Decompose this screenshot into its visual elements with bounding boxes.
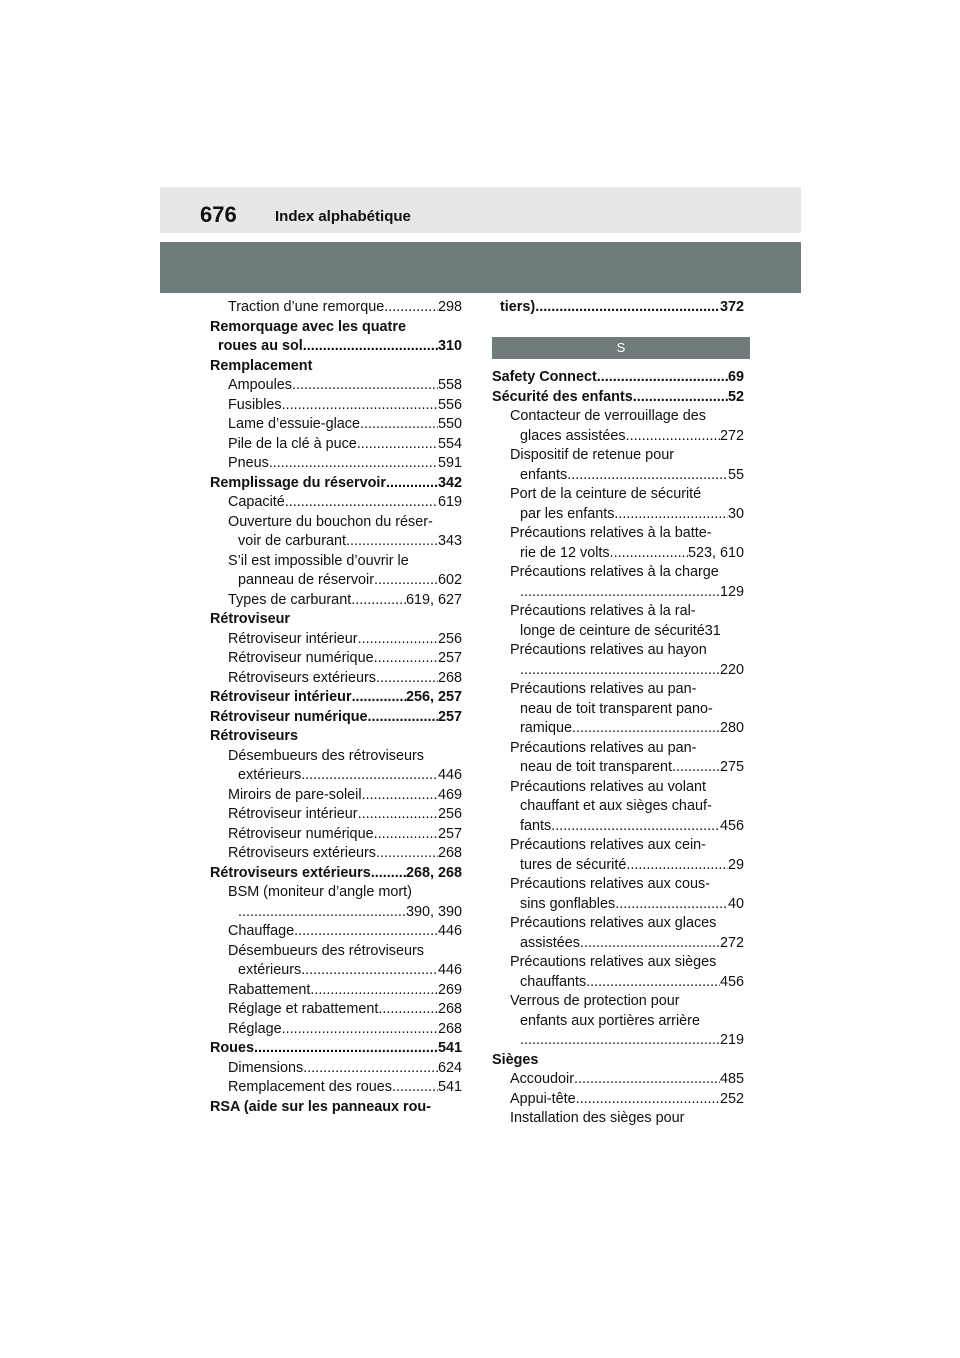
- index-entry: [210, 513, 462, 533]
- index-entry: [492, 661, 744, 681]
- index-entry: [492, 485, 744, 505]
- index-entry-page: 469: [437, 786, 462, 803]
- index-entry: [492, 1070, 744, 1090]
- index-entry-text: rie de 12 volts: [520, 544, 610, 561]
- index-entry: [492, 466, 744, 486]
- index-entry-page: 372: [719, 299, 744, 315]
- index-entry-page: 257: [437, 708, 462, 725]
- index-entry-page: 69: [727, 369, 744, 385]
- index-entry: [492, 368, 744, 388]
- index-entry: [210, 1039, 462, 1059]
- index-entry-text: Précautions relatives au volant: [510, 778, 706, 795]
- index-entry-text: chauffant et aux sièges chauf-: [520, 798, 712, 814]
- index-entry: [210, 1098, 462, 1118]
- index-entry-page: 619, 627: [405, 591, 462, 608]
- index-entry-text: tiers): [500, 299, 536, 315]
- index-column-right: [492, 368, 744, 1129]
- dot-leader: [374, 825, 438, 845]
- index-entry-text: Types de carburant: [228, 591, 352, 608]
- dot-leader: [301, 961, 438, 981]
- index-entry-text: Rétroviseurs extérieurs: [228, 669, 376, 686]
- index-entry-page: 269: [437, 981, 462, 998]
- dot-leader: [376, 669, 438, 689]
- index-entry: [492, 1012, 744, 1032]
- dot-leader: [285, 493, 438, 513]
- index-entry: [492, 602, 744, 622]
- index-entry-page: 554: [437, 435, 462, 452]
- index-entry: [210, 864, 462, 884]
- index-entry: [492, 778, 744, 798]
- index-entry-page: 390, 390: [405, 903, 462, 920]
- dot-leader: [615, 895, 728, 915]
- index-entry: [210, 708, 462, 728]
- index-entry: [210, 1078, 462, 1098]
- index-entry-text: Miroirs de pare-soleil: [228, 786, 362, 803]
- dot-leader: [614, 505, 728, 525]
- dot-leader: [362, 786, 438, 806]
- index-entry-text: Dispositif de retenue pour: [510, 447, 674, 463]
- index-entry-text: Chauffage: [228, 923, 295, 939]
- index-entry-page: 541: [437, 1079, 462, 1095]
- index-entry-page: 446: [437, 767, 462, 783]
- index-entry-text: Précautions relatives à la batte-: [510, 525, 712, 541]
- index-entry-page: 268, 268: [405, 864, 462, 881]
- index-entry: [210, 337, 462, 357]
- index-entry-page: 550: [437, 416, 462, 432]
- index-entry: [210, 552, 462, 572]
- dot-leader: [626, 427, 720, 447]
- dot-leader: [301, 766, 438, 786]
- index-entry: [210, 688, 462, 708]
- dot-leader: [574, 1070, 720, 1090]
- index-entry: [210, 942, 462, 962]
- index-entry: [492, 407, 744, 427]
- chapter-band: [160, 242, 801, 293]
- index-entry-page: 310: [437, 338, 462, 354]
- index-entry: [210, 922, 462, 942]
- index-entry-page: 280: [719, 720, 744, 736]
- index-entry-text: Réglage: [228, 1020, 282, 1037]
- index-entry-page: 624: [437, 1059, 462, 1076]
- index-entry: [210, 844, 462, 864]
- index-entry-page: 272: [719, 934, 744, 951]
- dot-leader: [520, 661, 720, 681]
- dot-leader: [551, 817, 720, 837]
- index-entry-page: 219: [719, 1032, 744, 1048]
- index-entry: [492, 524, 744, 544]
- index-entry-page: 256: [437, 630, 462, 647]
- dot-leader: [576, 1090, 720, 1110]
- index-entry-text: ramique: [520, 720, 572, 736]
- index-entry: [210, 396, 462, 416]
- index-entry-page: 298: [437, 299, 462, 315]
- index-entry: [210, 610, 462, 630]
- dot-leader: [310, 981, 438, 1001]
- index-entry-page: 40: [727, 895, 744, 912]
- index-entry: [492, 797, 744, 817]
- dot-leader: [358, 805, 438, 825]
- index-entry: [210, 318, 462, 338]
- index-entry-text: Port de la ceinture de sécurité: [510, 486, 702, 502]
- dot-leader: [610, 544, 688, 564]
- index-entry: [210, 883, 462, 903]
- index-entry: [492, 992, 744, 1012]
- dot-leader: [535, 298, 720, 318]
- index-entry-text: Précautions relatives aux glaces: [510, 915, 717, 931]
- index-entry: [492, 758, 744, 778]
- index-entry-page: 268: [437, 1020, 462, 1037]
- index-entry-page: 446: [437, 962, 462, 978]
- index-entry-text: neau de toit transparent pano-: [520, 700, 713, 717]
- index-entry-text: neau de toit transparent: [520, 759, 673, 775]
- index-entry-text: Remplacement des roues: [228, 1079, 392, 1095]
- dot-leader: [254, 1039, 438, 1059]
- index-entry-text: longe de ceinture de sécurité31: [520, 622, 721, 639]
- dot-leader: [567, 466, 728, 486]
- index-entry-page: 456: [719, 973, 744, 990]
- index-entry: [492, 1051, 744, 1071]
- index-entry: [210, 298, 462, 318]
- dot-leader: [572, 719, 720, 739]
- index-entry: [210, 376, 462, 396]
- index-entry-text: Rétroviseurs extérieurs: [228, 845, 376, 861]
- index-entry-page: 220: [719, 661, 744, 678]
- index-column-right-top: [492, 298, 744, 318]
- section-letter-band: S: [492, 337, 750, 359]
- index-entry: [492, 953, 744, 973]
- index-entry: [210, 435, 462, 455]
- index-entry: [492, 446, 744, 466]
- page-number: 676: [200, 202, 237, 227]
- index-entry-text: tures de sécurité: [520, 856, 627, 873]
- dot-leader: [292, 376, 438, 396]
- index-entry: [210, 493, 462, 513]
- dot-leader: [352, 688, 406, 708]
- index-entry: [210, 474, 462, 494]
- dot-leader: [376, 844, 438, 864]
- index-column-left: [210, 298, 462, 1117]
- index-entry-text: Safety Connect: [492, 369, 597, 385]
- index-entry: [492, 836, 744, 856]
- index-entry-page: 272: [719, 427, 744, 444]
- index-entry: [492, 680, 744, 700]
- index-entry-text: Précautions relatives au pan-: [510, 681, 697, 697]
- index-entry-text: par les enfants: [520, 505, 615, 522]
- index-entry-text: enfants aux portières arrière: [520, 1012, 700, 1029]
- dot-leader: [282, 396, 438, 416]
- index-entry-page: 523, 610: [687, 544, 744, 561]
- dot-leader: [238, 903, 406, 923]
- index-entry-page: 52: [727, 388, 744, 405]
- index-entry-page: 30: [727, 505, 744, 522]
- index-entry-page: 268: [437, 1001, 462, 1017]
- index-entry: [492, 622, 744, 642]
- dot-leader: [520, 1031, 720, 1051]
- index-entry-text: Dimensions: [228, 1059, 304, 1076]
- index-entry: [492, 1090, 744, 1110]
- dot-leader: [392, 1078, 438, 1098]
- index-entry-page: 55: [727, 466, 744, 483]
- index-entry: [492, 856, 744, 876]
- index-entry-text: Traction d’une remorque: [228, 299, 385, 315]
- index-entry-text: voir de carburant: [238, 533, 346, 549]
- index-entry-text: RSA (aide sur les panneaux rou-: [210, 1098, 431, 1115]
- index-entry-page: 256: [437, 806, 462, 822]
- index-entry-text: Précautions relatives aux cein-: [510, 837, 706, 853]
- dot-leader: [378, 1000, 438, 1020]
- index-entry-text: Ampoules: [228, 377, 292, 393]
- index-entry-text: Précautions relatives aux cous-: [510, 876, 710, 892]
- page-title: Index alphabétique: [275, 208, 411, 225]
- index-entry: [492, 388, 744, 408]
- index-entry-page: 591: [437, 455, 462, 471]
- index-entry-text: Rabattement: [228, 981, 311, 998]
- index-entry-text: Rétroviseur numérique: [228, 650, 374, 666]
- index-entry: [210, 1059, 462, 1079]
- dot-leader: [360, 415, 438, 435]
- index-entry-text: Rétroviseurs: [210, 728, 298, 744]
- index-entry: [210, 747, 462, 767]
- dot-leader: [633, 388, 728, 408]
- dot-leader: [358, 630, 438, 650]
- index-entry-page: 257: [437, 650, 462, 666]
- dot-leader: [374, 649, 438, 669]
- index-entry-page: 485: [719, 1071, 744, 1087]
- dot-leader: [586, 973, 720, 993]
- dot-leader: [672, 758, 720, 778]
- index-entry-text: Rétroviseur numérique: [228, 825, 374, 842]
- index-entry-text: enfants: [520, 466, 568, 483]
- index-entry: [492, 719, 744, 739]
- dot-leader: [520, 583, 720, 603]
- index-entry: [492, 563, 744, 583]
- index-entry-page: 619: [437, 494, 462, 510]
- index-entry: [210, 571, 462, 591]
- index-entry: [492, 427, 744, 447]
- index-entry: [210, 903, 462, 923]
- index-entry: [210, 1000, 462, 1020]
- index-entry: [492, 875, 744, 895]
- index-entry-text: glaces assistées: [520, 427, 626, 444]
- index-entry-page: 541: [437, 1040, 462, 1056]
- dot-leader: [351, 591, 406, 611]
- index-entry: [210, 961, 462, 981]
- index-entry-text: Fusibles: [228, 396, 282, 413]
- index-entry-text: Rétroviseur intérieur: [228, 630, 358, 647]
- index-entry-page: 129: [719, 583, 744, 600]
- index-entry: [210, 649, 462, 669]
- dot-leader: [580, 934, 720, 954]
- index-entry-text: S’il est impossible d’ouvrir le: [228, 552, 409, 569]
- index-entry-text: Pneus: [228, 455, 269, 471]
- index-entry-text: Capacité: [228, 494, 285, 510]
- index-entry-text: Sièges: [492, 1051, 539, 1068]
- index-entry-page: 456: [719, 817, 744, 834]
- index-entry-text: BSM (moniteur d’angle mort): [228, 884, 412, 900]
- index-entry-text: Désembueurs des rétroviseurs: [228, 747, 424, 764]
- index-entry-page: 343: [437, 533, 462, 549]
- index-entry-text: Remplissage du réservoir: [210, 474, 386, 491]
- dot-leader: [386, 474, 438, 494]
- index-entry: [210, 415, 462, 435]
- index-entry-text: extérieurs: [238, 767, 302, 783]
- index-entry-text: Verrous de protection pour: [510, 993, 680, 1009]
- dot-leader: [368, 708, 438, 728]
- index-entry-text: Lame d’essuie-glace: [228, 416, 360, 432]
- index-entry-page: 256, 257: [405, 689, 462, 705]
- dot-leader: [294, 922, 438, 942]
- dot-leader: [269, 454, 438, 474]
- index-entry-text: panneau de réservoir: [238, 572, 375, 588]
- index-entry: [492, 700, 744, 720]
- dot-leader: [384, 298, 438, 318]
- dot-leader: [346, 532, 438, 552]
- index-entry: [210, 805, 462, 825]
- index-entry-text: assistées: [520, 934, 580, 951]
- index-entry-text: Rétroviseur: [210, 611, 290, 627]
- index-entry-text: chauffants: [520, 973, 587, 990]
- index-entry-text: Précautions relatives aux sièges: [510, 954, 717, 970]
- index-entry-text: sins gonflables: [520, 895, 616, 912]
- index-entry-text: Désembueurs des rétroviseurs: [228, 942, 424, 959]
- dot-leader: [597, 368, 728, 388]
- index-entry-text: Sécurité des enfants: [492, 388, 633, 405]
- index-entry-text: Roues: [210, 1040, 254, 1056]
- index-entry-text: Rétroviseur intérieur: [228, 806, 358, 822]
- index-entry-text: Ouverture du bouchon du réser-: [228, 513, 433, 530]
- index-entry: [492, 895, 744, 915]
- index-entry-text: fants: [520, 817, 552, 834]
- index-entry: [210, 1020, 462, 1040]
- index-entry: [210, 727, 462, 747]
- index-entry-text: Remplacement: [210, 357, 313, 374]
- index-entry-page: 268: [437, 669, 462, 686]
- index-entry-text: Précautions relatives à la ral-: [510, 603, 696, 619]
- index-entry-text: Installation des sièges pour: [510, 1110, 685, 1126]
- index-entry-text: Réglage et rabattement: [228, 1001, 379, 1017]
- index-entry: [210, 591, 462, 611]
- index-entry-text: Précautions relatives au pan-: [510, 739, 697, 756]
- index-entry-page: 558: [437, 377, 462, 393]
- index-entry: [492, 641, 744, 661]
- index-entry-text: Rétroviseur intérieur: [210, 689, 352, 705]
- index-entry-page: 556: [437, 396, 462, 413]
- index-entry-text: Appui-tête: [510, 1090, 576, 1107]
- dot-leader: [374, 571, 438, 591]
- index-entry-page: 252: [719, 1090, 744, 1107]
- index-entry: [492, 298, 744, 318]
- index-entry-text: Rétroviseur numérique: [210, 708, 368, 725]
- dot-leader: [282, 1020, 438, 1040]
- index-entry: [492, 817, 744, 837]
- index-entry-text: Pile de la clé à puce: [228, 435, 357, 452]
- index-entry-page: 275: [719, 759, 744, 775]
- index-entry: [210, 357, 462, 377]
- index-entry-text: roues au sol: [218, 338, 303, 354]
- index-entry: [210, 825, 462, 845]
- index-entry: [210, 532, 462, 552]
- index-entry: [210, 766, 462, 786]
- index-entry: [492, 934, 744, 954]
- index-entry-text: extérieurs: [238, 962, 302, 978]
- index-entry: [492, 505, 744, 525]
- index-entry-page: 602: [437, 572, 462, 588]
- index-entry: [210, 786, 462, 806]
- index-entry-text: Remorquage avec les quatre: [210, 318, 406, 335]
- index-entry-text: Précautions relatives au hayon: [510, 642, 707, 658]
- dot-leader: [303, 337, 438, 357]
- index-entry: [492, 739, 744, 759]
- index-entry-page: 342: [437, 474, 462, 491]
- index-entry-page: 268: [437, 845, 462, 861]
- index-entry-text: Accoudoir: [510, 1071, 574, 1087]
- header-band: [160, 187, 801, 233]
- index-entry-text: Précautions relatives à la charge: [510, 564, 719, 580]
- index-entry: [210, 669, 462, 689]
- index-entry-page: 257: [437, 825, 462, 842]
- index-entry: [492, 973, 744, 993]
- index-entry-text: Rétroviseurs extérieurs: [210, 864, 371, 881]
- index-entry-text: Contacteur de verrouillage des: [510, 408, 706, 424]
- index-entry: [210, 630, 462, 650]
- index-entry: [492, 914, 744, 934]
- index-entry: [492, 1031, 744, 1051]
- dot-leader: [303, 1059, 438, 1079]
- dot-leader: [371, 864, 406, 884]
- dot-leader: [357, 435, 438, 455]
- index-entry: [210, 981, 462, 1001]
- index-entry: [492, 1109, 744, 1129]
- index-entry-page: 29: [727, 856, 744, 873]
- dot-leader: [626, 856, 728, 876]
- index-entry: [492, 544, 744, 564]
- index-entry-page: 446: [437, 923, 462, 939]
- index-entry: [492, 583, 744, 603]
- index-entry: [210, 454, 462, 474]
